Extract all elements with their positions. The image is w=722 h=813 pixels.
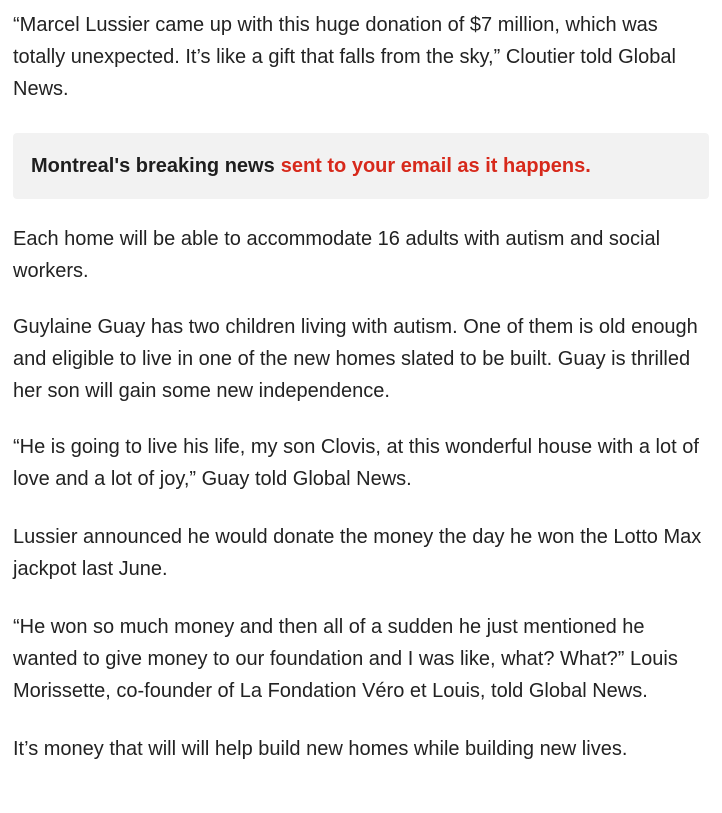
article-paragraph: “He won so much money and then all of a sudden he just mentioned he wanted to give money to our foundation and I was like, what? What?” Louis Morissette, co-founder of La Fondation Véro et Louis, told Global News. [13, 616, 678, 702]
article-paragraph: Lussier announced he would donate the money the day he won the Lotto Max jackpot last June. [13, 526, 702, 580]
article-paragraph: “He is going to live his life, my son Clovis, at this wonderful house with a lot of love and a lot of joy,” Guay told Global News. [13, 436, 699, 490]
article-paragraph: Each home will be able to accommodate 16 adults with autism and social workers. [13, 228, 661, 282]
newsletter-lead: Montreal's breaking news [31, 154, 275, 177]
article-paragraph: Guylaine Guay has two children living with autism. One of them is old enough and eligible to live in one of the new homes slated to be built. Guay is thrilled her son will gain some new independence. [13, 316, 698, 402]
newsletter-promo [13, 133, 709, 199]
article-paragraph: It’s money that will will help build new homes while building new lives. [13, 738, 628, 760]
article-paragraph: “Marcel Lussier came up with this huge donation of $7 million, which was totally unexpected. It’s like a gift that falls from the sky,” Cloutier told Global News. [13, 14, 676, 100]
newsletter-signup-link[interactable]: sent to your email as it happens. [280, 154, 591, 177]
